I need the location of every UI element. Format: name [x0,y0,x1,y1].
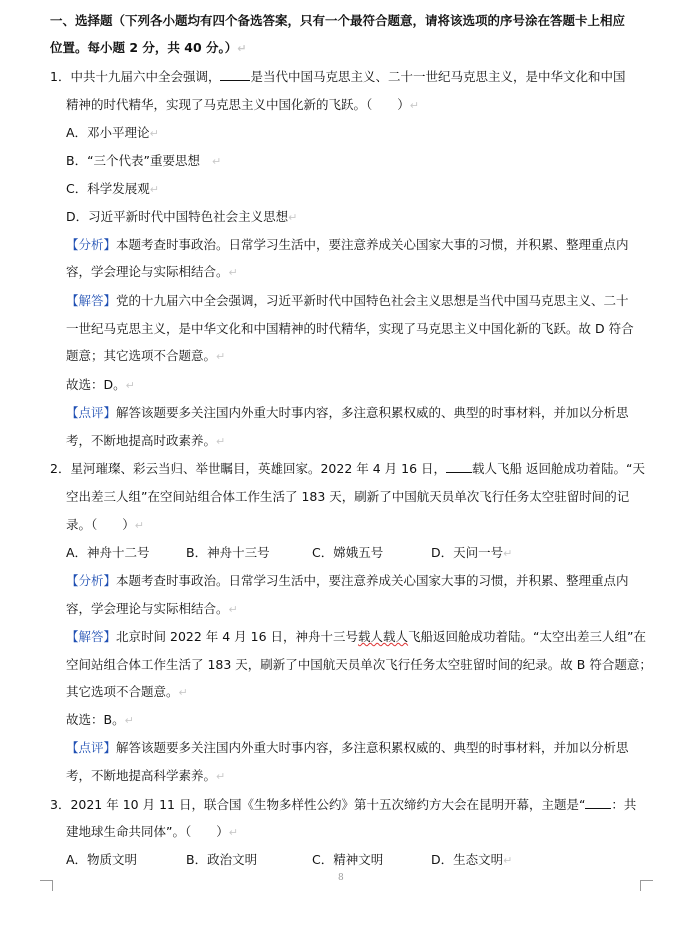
paragraph-mark-icon: ↵ [216,350,226,363]
q2-option-b: B．神舟十三号 [186,545,270,560]
q2-option-d: D．天问一号↵ [431,545,513,560]
q1-analysis-line2: 容，学会理论与实际相结合。↵ [66,264,238,279]
paragraph-mark-icon: ↵ [124,714,134,727]
q1-option-d: D．习近平新时代中国特色社会主义思想↵ [66,209,298,224]
q3-option-b: B．政治文明 [186,852,258,867]
paragraph-mark-icon: ↵ [237,42,247,55]
paragraph-mark-icon: ↵ [149,127,159,140]
q2-choice: 故选：B。↵ [66,712,134,727]
paragraph-mark-icon: ↵ [503,547,513,560]
spellcheck-underline: 载人载人 [358,629,409,644]
review-tag: 【点评】 [66,405,117,420]
paragraph-mark-icon: ↵ [409,99,419,112]
q1-option-a: A．邓小平理论↵ [66,125,159,140]
q1-option-c: C．科学发展观↵ [66,181,159,196]
answer-tag: 【解答】 [66,629,117,644]
answer-tag: 【解答】 [66,293,117,308]
q2-review-line1: 【点评】解答该题要多关注国内外重大时事内容，多注意积累权威的、典型的时事材料，并加以分析思 [66,740,629,755]
paragraph-mark-icon: ↵ [216,770,226,783]
paragraph-mark-icon: ↵ [228,603,238,616]
q1-review-line2: 考，不断地提高时政素养。↵ [66,433,226,448]
q2-analysis-line1: 【分析】本题考查时事政治。日常学习生活中，要注意养成关心国家大事的习惯，并积累、整理重点内 [66,573,629,588]
q3-stem-line2: 建地球生命共同体”。（ ）↵ [66,824,238,839]
q2-analysis-line2: 容，学会理论与实际相结合。↵ [66,601,238,616]
paragraph-mark-icon: ↵ [149,183,159,196]
q2-option-c: C．嫦娥五号 [312,545,384,560]
section-heading-line2: 位置。每小题 2 分，共 40 分。）↵ [50,40,247,55]
q3-option-a: A．物质文明 [66,852,138,867]
q2-answer-line3: 其它选项不合题意。↵ [66,684,188,699]
answer-blank [446,460,472,473]
q1-review-line1: 【点评】解答该题要多关注国内外重大时事内容，多注意积累权威的、典型的时事材料，并加以分析思 [66,405,629,420]
paragraph-mark-icon: ↵ [228,826,238,839]
q2-answer-line2: 空间站组合体工作生活了 183 天，刷新了中国航天员单次飞行任务太空驻留时间的纪录。故 B 符合题意； [66,657,652,672]
q2-option-a: A．神舟十二号 [66,545,150,560]
answer-blank [220,68,250,81]
q1-option-b: B．“三个代表”重要思想 ↵ [66,153,222,168]
q2-stem-line1: 2．星河璀璨、彩云当归、举世瞩目，英雄回家。2022 年 4 月 16 日， 载人飞船 返回舱成功着陆。“天 [50,461,645,476]
paragraph-mark-icon: ↵ [216,435,226,448]
paragraph-mark-icon: ↵ [211,155,222,168]
review-tag: 【点评】 [66,740,117,755]
margin-corner-mark [640,880,653,891]
paragraph-mark-icon: ↵ [125,379,135,392]
q3-option-d: D．生态文明↵ [431,852,513,867]
analysis-tag: 【分析】 [66,573,117,588]
q2-stem-line2: 空出差三人组”在空间站组合体工作生活了 183 天，刷新了中国航天员单次飞行任务太空驻留时间的记 [66,489,630,504]
q1-analysis-line1: 【分析】本题考查时事政治。日常学习生活中，要注意养成关心国家大事的习惯，并积累、整理重点内 [66,237,629,252]
q3-option-c: C．精神文明 [312,852,384,867]
paragraph-mark-icon: ↵ [228,266,238,279]
analysis-tag: 【分析】 [66,237,117,252]
section-heading-line1: 一、选择题（下列各小题均有四个备选答案，只有一个最符合题意，请将该选项的序号涂在答题卡上相应 [50,13,626,28]
q3-stem-line1: 3．2021 年 10 月 11 日，联合国《生物多样性公约》第十五次缔约方大会在昆明开幕，主题是“ ：共 [50,797,637,812]
q2-review-line2: 考，不断地提高科学素养。↵ [66,768,226,783]
answer-blank [585,796,611,809]
q1-choice: 故选：D。↵ [66,377,135,392]
margin-corner-mark [40,880,53,891]
paragraph-mark-icon: ↵ [178,686,188,699]
paragraph-mark-icon: ↵ [134,519,144,532]
q1-stem-line2: 精神的时代精华，实现了马克思主义中国化新的飞跃。（ ）↵ [66,97,419,112]
q1-stem-line1: 1．中共十九届六中全会强调， 是当代中国马克思主义、二十一世纪马克思主义，是中华文化和中国 [50,69,626,84]
page-number: 8 [338,873,344,883]
paragraph-mark-icon: ↵ [288,211,298,224]
paragraph-mark-icon: ↵ [503,854,513,867]
q1-answer-line2: 一世纪马克思主义，是中华文化和中国精神的时代精华，实现了马克思主义中国化新的飞跃。故 D 符合 [66,321,634,336]
q2-stem-line3: 录。（ ）↵ [66,517,144,532]
q1-answer-line3: 题意；其它选项不合题意。↵ [66,348,226,363]
q2-answer-line1: 【解答】北京时间 2022 年 4 月 16 日，神舟十三号载人载人飞船返回舱成功着陆。“太空出差三人组”在 [66,629,646,644]
q1-answer-line1: 【解答】党的十九届六中全会强调，习近平新时代中国特色社会主义思想是当代中国马克思主义、二十 [66,293,629,308]
